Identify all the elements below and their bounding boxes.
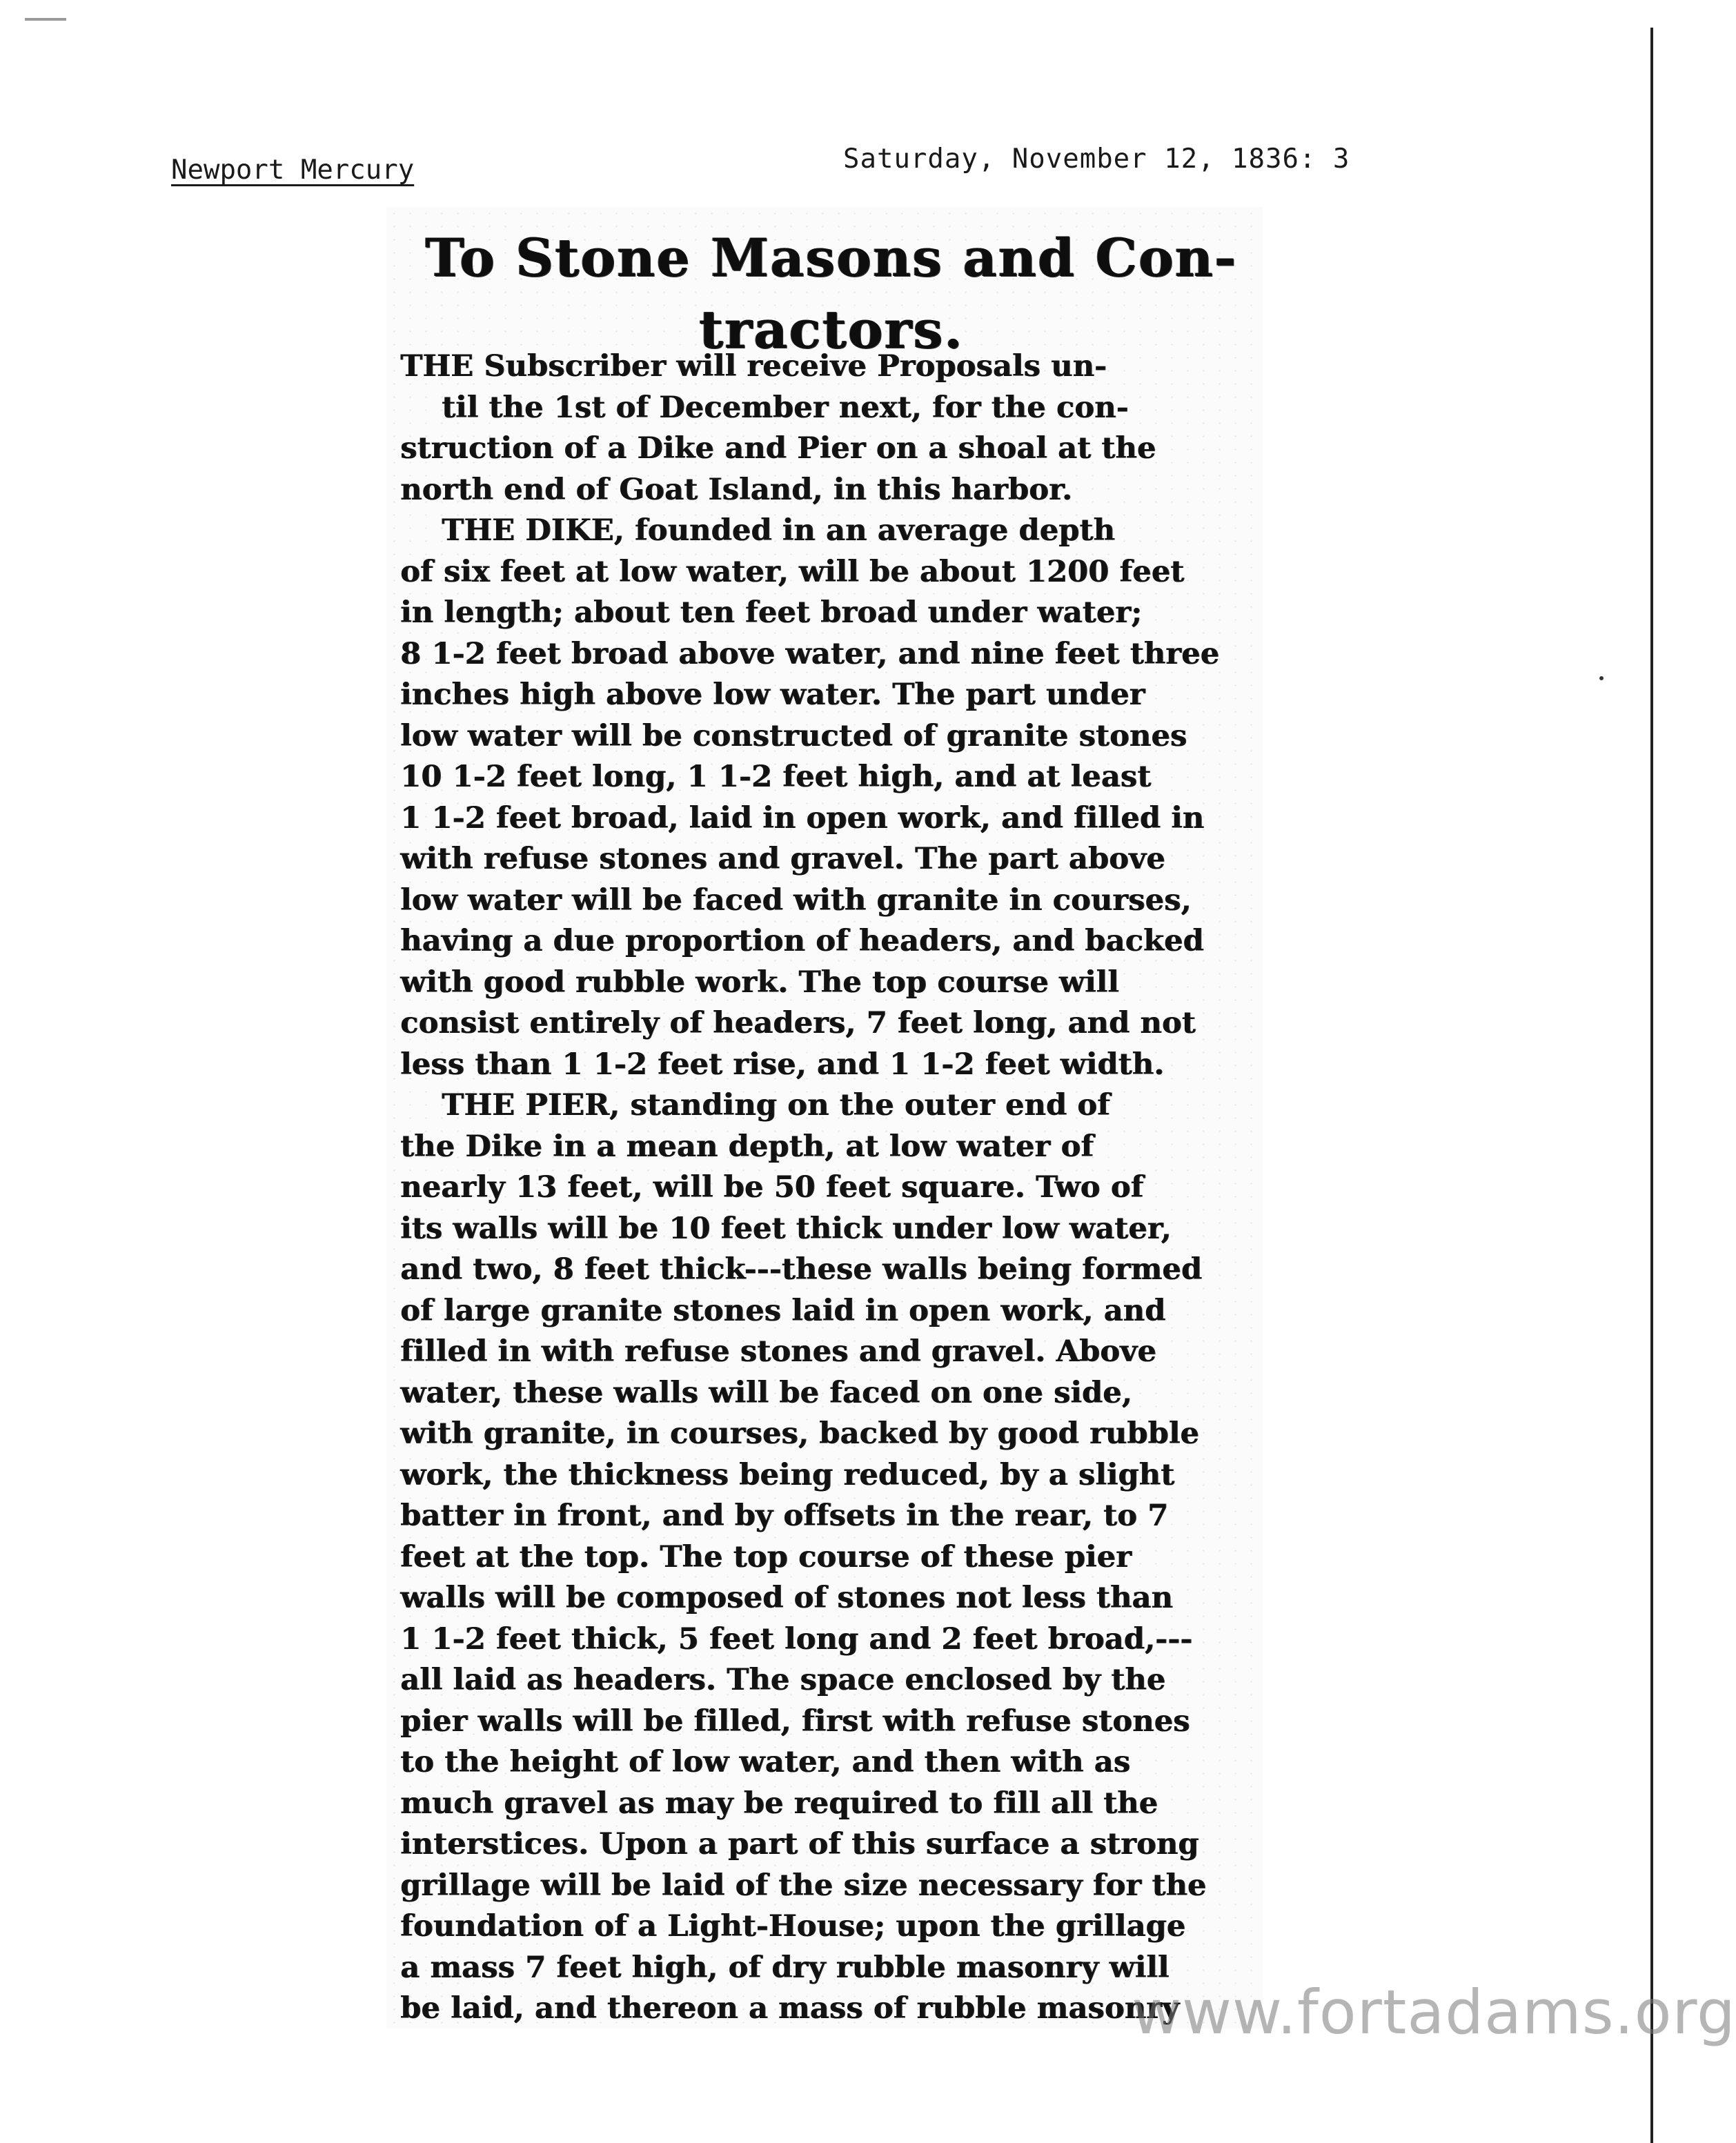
article-line: feet at the top. The top course of these pier [400,1539,1132,1574]
article-line: walls will be composed of stones not less than [400,1581,1173,1615]
article-body [400,346,1242,2030]
article-headline [407,222,1256,366]
article-line: less than 1 1-2 feet rise, and 1 1-2 feet width. [400,1047,1165,1082]
article-line: the Dike in a mean depth, at low water of [400,1129,1094,1164]
headline-line-2: tractors. [699,299,964,360]
article-line: 10 1-2 feet long, 1 1-2 feet high, and at least [400,760,1152,794]
article-line: low water will be faced with granite in courses, [400,882,1192,918]
article-line: and two, 8 feet thick---these walls being formed [400,1252,1202,1287]
article-line: consist entirely of headers, 7 feet long, and not [400,1006,1196,1040]
article-line: 1 1-2 feet thick, 5 feet long and 2 feet broad,--- [400,1621,1193,1657]
article-line: with refuse stones and gravel. The part above [400,842,1165,876]
article-line: to the height of low water, and then with as [400,1745,1130,1779]
article-line: with good rubble work. The top course will [400,965,1119,1000]
article-line: be laid, and thereon a mass of rubble masonry [400,1991,1180,2026]
article-line: low water will be constructed of granite stones [400,718,1187,753]
article-line: THE PIER, standing on the outer end of [442,1088,1110,1123]
article-line: having a due proportion of headers, and backed [400,924,1204,958]
article-line: work, the thickness being reduced, by a slight [400,1457,1175,1492]
article-line: pier walls will be filled, first with refuse stones [400,1703,1190,1739]
headline-line-1: To Stone Masons and Con- [425,227,1238,288]
article-line: grillage will be laid of the size necessary for the [400,1868,1207,1903]
article-line: THE DIKE, founded in an average depth [442,513,1115,548]
article-line: THE Subscriber will receive Proposals un- [400,349,1107,384]
publication-name: Newport Mercury [171,155,415,186]
article-line: filled in with refuse stones and gravel. Above [400,1334,1156,1369]
article-line: struction of a Dike and Pier on a shoal at the [400,431,1156,466]
article-line: all laid as headers. The space enclosed by the [400,1663,1166,1697]
scan-speck [1599,676,1604,680]
page-edge-line [1650,28,1653,2143]
article-line: 1 1-2 feet broad, laid in open work, and filled in [400,800,1205,836]
article-line: nearly 13 feet, will be 50 feet square. Two of [400,1170,1144,1205]
article-line: batter in front, and by offsets in the rear, to 7 [400,1499,1169,1533]
article-line: of large granite stones laid in open work, and [400,1293,1166,1328]
article-line: 8 1-2 feet broad above water, and nine feet three [400,636,1220,671]
publication-date: Saturday, November 12, 1836: 3 [843,144,1350,175]
article-line: til the 1st of December next, for the con- [442,390,1129,425]
article-line: its walls will be 10 feet thick under low water, [400,1211,1172,1246]
article-line: much gravel as may be required to fill all the [400,1786,1158,1821]
article-line: in length; about ten feet broad under water; [400,595,1143,630]
article-line: north end of Goat Island, in this harbor. [400,472,1072,507]
article-line: with granite, in courses, backed by good rubble [400,1416,1199,1451]
site-watermark: www.fortadams.org [1132,1977,1736,2048]
article-line: foundation of a Light-House; upon the grillage [400,1909,1186,1944]
article-line: a mass 7 feet high, of dry rubble masonry will [400,1950,1170,1985]
article-line: of six feet at low water, will be about 1200 feet [400,554,1185,589]
scan-edge-mark [25,18,66,21]
article-line: water, these walls will be faced on one side, [400,1375,1132,1410]
article-line: interstices. Upon a part of this surface a strong [400,1827,1199,1861]
article-line: inches high above low water. The part under [400,678,1145,712]
